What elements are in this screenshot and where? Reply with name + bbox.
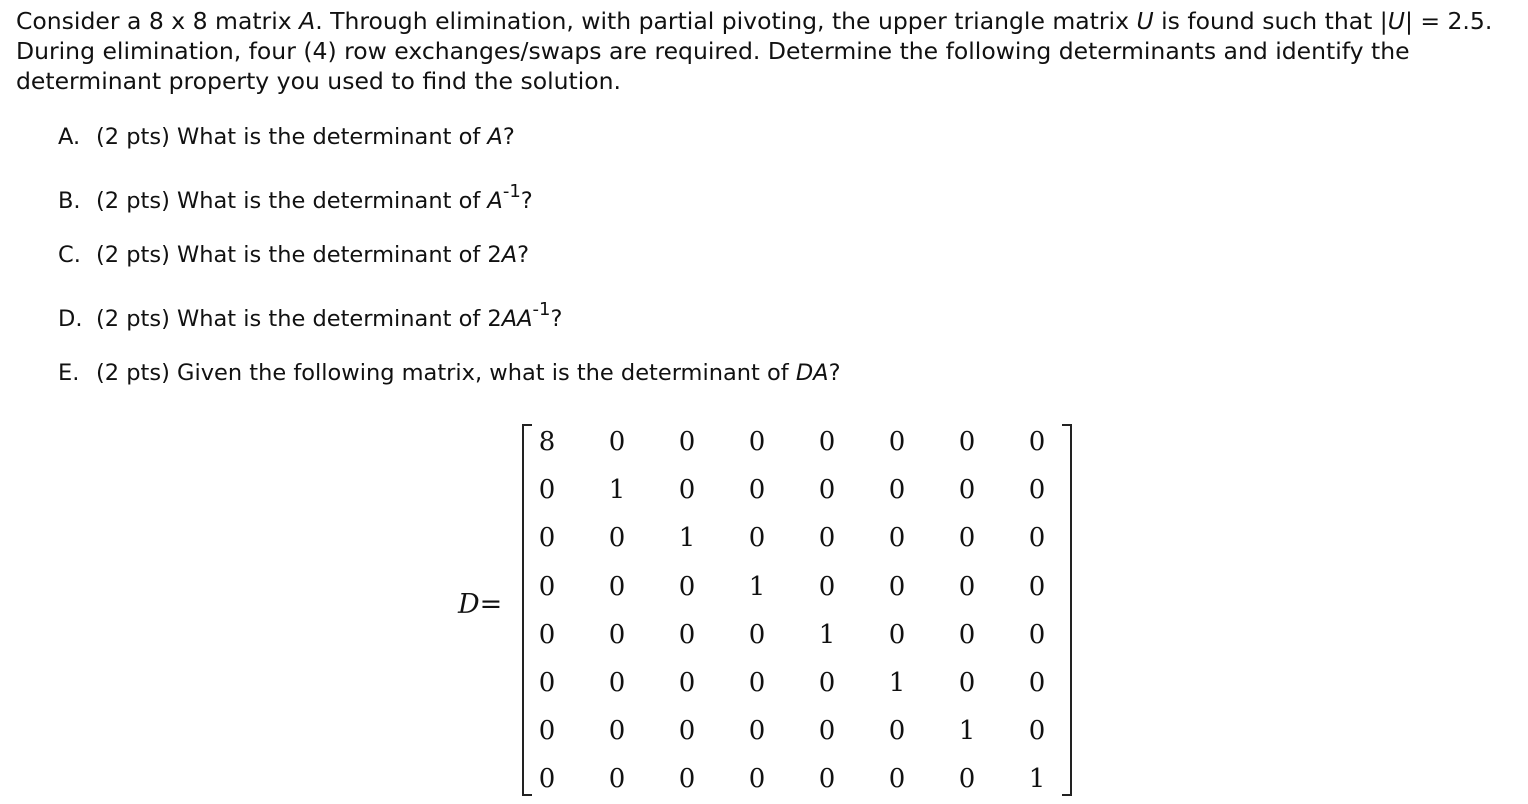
matrix-d — [512, 418, 1072, 798]
matrix-cell: 0 — [538, 619, 556, 650]
question-text: (2 pts) What is the determinant of — [96, 188, 488, 214]
matrix-cell: 0 — [888, 619, 906, 650]
matrix-cell: 0 — [958, 668, 976, 698]
matrix-cell: 0 — [678, 716, 696, 747]
question-text: (2 pts) What is the determinant of — [96, 124, 488, 150]
matrix-cell: 0 — [958, 571, 976, 602]
matrix-cell: 0 — [538, 475, 556, 506]
question-end: ? — [550, 306, 563, 332]
question-c — [58, 240, 529, 270]
matrix-label-equals: = — [479, 589, 503, 620]
matrix-cell: 0 — [538, 668, 556, 698]
intro-text-1: Consider a 8 x 8 matrix — [16, 7, 300, 35]
matrix-cell: 0 — [608, 764, 626, 795]
question-end: ? — [517, 242, 530, 268]
matrix-cell: 0 — [748, 523, 766, 554]
matrix-cell: 0 — [538, 716, 556, 747]
matrix-cell: 0 — [888, 427, 906, 457]
intro-text-3: is found such that | — [1153, 7, 1388, 35]
matrix-cell: 0 — [608, 619, 626, 650]
matrix-row — [512, 759, 1072, 803]
matrix-cell: 0 — [888, 716, 906, 747]
matrix-cell: 0 — [748, 619, 766, 650]
question-text: (2 pts) Given the following matrix, what is the determinant of — [96, 360, 796, 386]
matrix-cell: 0 — [1028, 427, 1046, 457]
matrix-cell: 0 — [818, 427, 836, 457]
question-expr: A — [501, 242, 518, 268]
matrix-cell: 0 — [958, 619, 976, 650]
matrix-cell: 0 — [888, 571, 906, 602]
matrix-cell: 0 — [958, 523, 976, 554]
matrix-cell: 0 — [608, 668, 626, 698]
matrix-row — [512, 470, 1072, 514]
question-expr: A — [487, 124, 503, 150]
question-letter: D. — [58, 306, 83, 332]
question-text: (2 pts) What is the determinant of 2 — [96, 306, 502, 332]
matrix-cell: 0 — [678, 668, 696, 698]
matrix-cell: 0 — [958, 427, 976, 457]
matrix-row — [512, 615, 1072, 659]
matrix-cell: 0 — [888, 764, 906, 795]
matrix-cell: 0 — [678, 475, 696, 506]
matrix-cell: 0 — [538, 571, 556, 602]
intro-var-u: U — [1136, 7, 1154, 35]
matrix-row — [512, 663, 1072, 707]
question-superscript: -1 — [502, 180, 521, 202]
question-end: ? — [520, 188, 533, 214]
question-letter: B. — [58, 188, 81, 214]
matrix-cell: 1 — [958, 716, 976, 747]
matrix-cell: 0 — [1028, 619, 1046, 650]
matrix-cell: 0 — [1028, 668, 1046, 698]
matrix-cell: 1 — [608, 475, 626, 506]
matrix-cell: 0 — [608, 571, 626, 602]
question-letter: E. — [58, 360, 80, 386]
matrix-cell: 0 — [608, 523, 626, 554]
matrix-cell: 0 — [958, 764, 976, 795]
question-superscript: -1 — [532, 298, 551, 320]
matrix-cell: 0 — [818, 523, 836, 554]
matrix-cell: 0 — [1028, 475, 1046, 506]
question-expr: AA — [501, 306, 533, 332]
matrix-cell: 0 — [678, 619, 696, 650]
matrix-label-var: D — [458, 589, 480, 620]
intro-text-2: . Through elimination, with partial pivoting, the upper triangle matrix — [315, 7, 1137, 35]
question-expr: DA — [795, 360, 829, 386]
matrix-cell: 1 — [888, 668, 906, 698]
matrix-cell: 0 — [818, 475, 836, 506]
matrix-cell: 0 — [608, 427, 626, 457]
matrix-cell: 0 — [818, 668, 836, 698]
question-b — [58, 180, 533, 216]
problem-statement — [16, 6, 1512, 96]
matrix-cell: 0 — [748, 716, 766, 747]
matrix-cell: 0 — [818, 571, 836, 602]
question-a — [58, 122, 515, 152]
intro-var-a: A — [299, 7, 316, 35]
matrix-cell: 0 — [1028, 716, 1046, 747]
matrix-cell: 0 — [608, 716, 626, 747]
matrix-cell: 0 — [888, 475, 906, 506]
question-end: ? — [828, 360, 841, 386]
matrix-cell: 0 — [748, 764, 766, 795]
question-letter: A. — [58, 124, 81, 150]
matrix-cell: 0 — [538, 764, 556, 795]
question-expr: A — [487, 188, 503, 214]
question-d — [58, 298, 563, 334]
matrix-cell: 0 — [748, 475, 766, 506]
question-text: (2 pts) What is the determinant of 2 — [96, 242, 502, 268]
intro-text-4: | = 2.5. During elimination, four (4) row exchanges/swaps are required. Determine the following determinants and identify the determinant property you used to find the solution. — [16, 7, 1493, 95]
matrix-row — [512, 518, 1072, 562]
matrix-cell: 0 — [678, 571, 696, 602]
intro-var-u-abs: U — [1387, 7, 1405, 35]
question-end: ? — [502, 124, 515, 150]
matrix-cell: 0 — [678, 427, 696, 457]
matrix-cell: 1 — [678, 523, 696, 554]
matrix-cell: 0 — [748, 668, 766, 698]
matrix-cell: 8 — [538, 427, 556, 457]
matrix-row — [512, 711, 1072, 755]
matrix-label — [458, 590, 502, 620]
matrix-cell: 0 — [678, 764, 696, 795]
matrix-cell: 0 — [1028, 571, 1046, 602]
matrix-cell: 0 — [818, 716, 836, 747]
matrix-cell: 0 — [538, 523, 556, 554]
matrix-cell: 1 — [1028, 764, 1046, 795]
matrix-cell: 0 — [1028, 523, 1046, 554]
matrix-cell: 0 — [748, 427, 766, 457]
question-letter: C. — [58, 242, 81, 268]
matrix-row — [512, 567, 1072, 611]
matrix-cell: 0 — [958, 475, 976, 506]
matrix-cell: 0 — [818, 764, 836, 795]
matrix-cell: 1 — [748, 571, 766, 602]
matrix-row — [512, 422, 1072, 466]
matrix-cell: 0 — [888, 523, 906, 554]
question-e — [58, 358, 841, 388]
matrix-cell: 1 — [818, 619, 836, 650]
